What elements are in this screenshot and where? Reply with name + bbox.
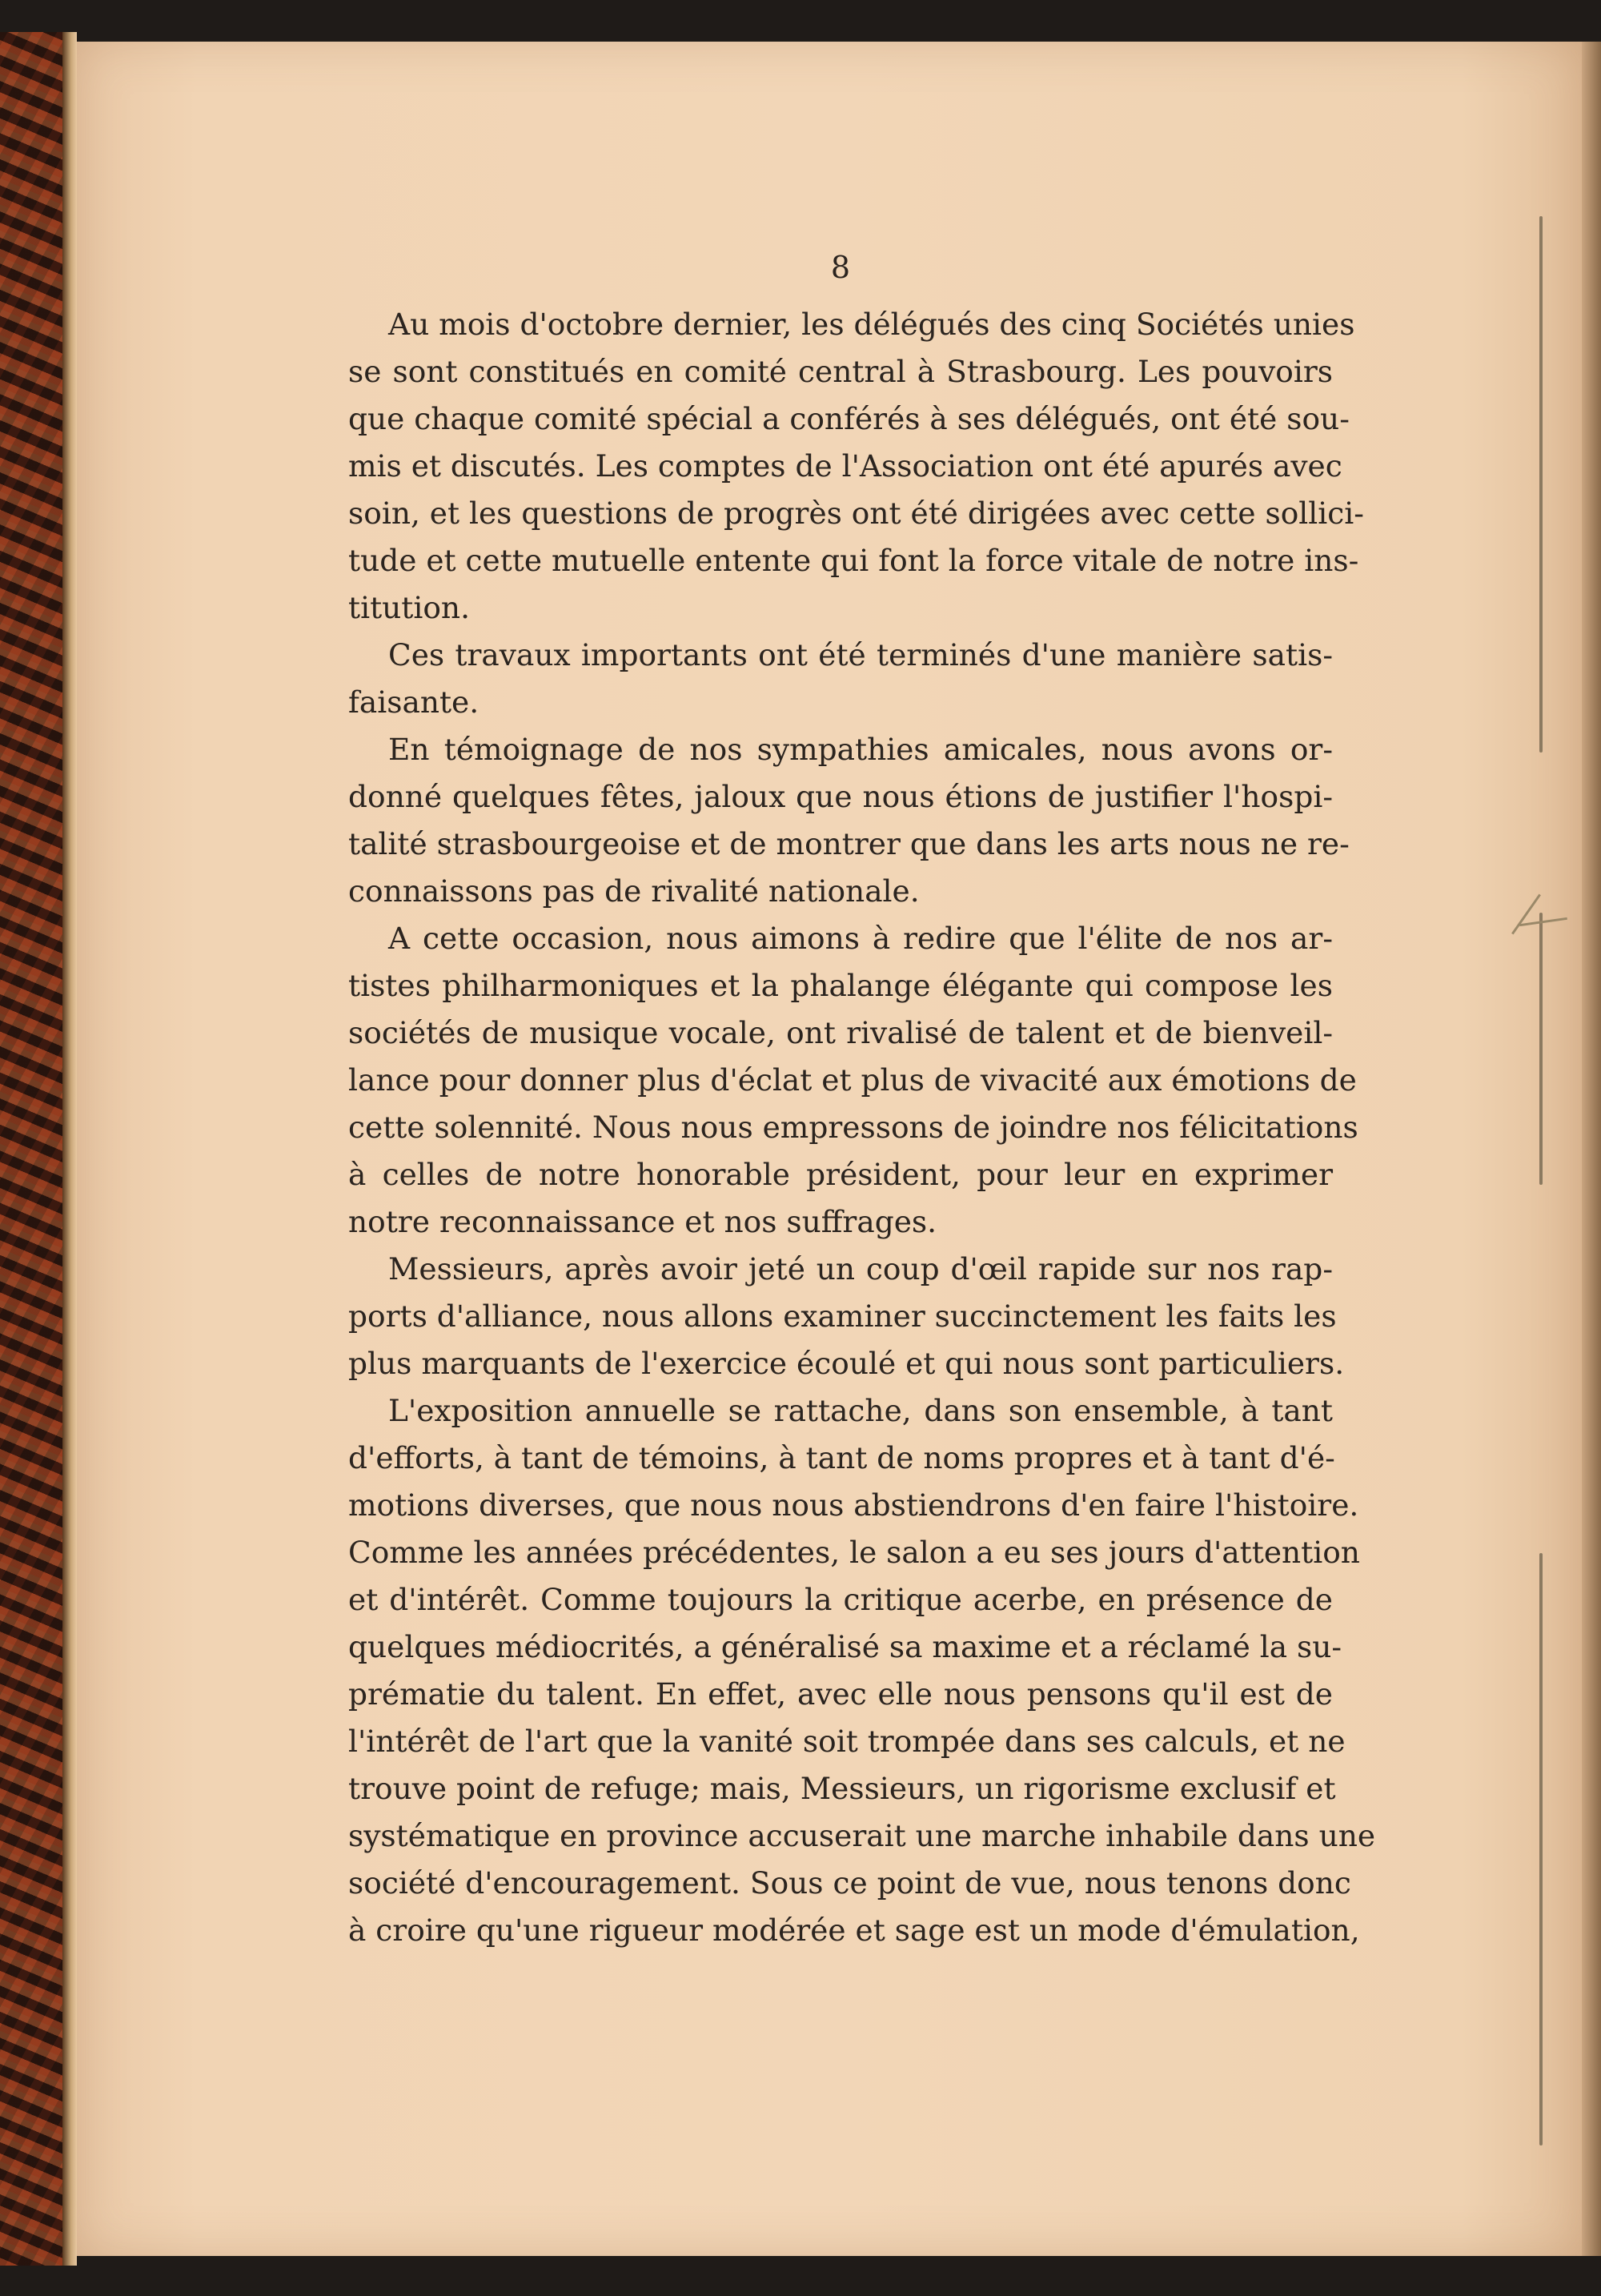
text-line: motions diverses, que nous nous abstiendrons d'en faire l'histoire. xyxy=(348,1487,1359,1523)
text-line: trouve point de refuge; mais, Messieurs, un rigorisme exclusif et xyxy=(348,1771,1336,1806)
text-line: à celles de notre honorable président, pour leur en exprimer xyxy=(348,1157,1333,1192)
text-line: talité strasbourgeoise et de montrer que dans les arts nous ne re- xyxy=(348,826,1350,861)
text-line: notre reconnaissance et nos suffrages. xyxy=(348,1204,937,1239)
text-line: Comme les années précédentes, le salon a eu ses jours d'attention xyxy=(348,1535,1360,1570)
text-line: société d'encouragement. Sous ce point de vue, nous tenons donc xyxy=(348,1865,1351,1901)
text-line: que chaque comité spécial a conférés à ses délégués, ont été sou- xyxy=(348,401,1350,436)
text-line: faisante. xyxy=(348,684,479,720)
text-line: ports d'alliance, nous allons examiner succinctement les faits les xyxy=(348,1299,1337,1334)
text-line: sociétés de musique vocale, ont rivalisé de talent et de bienveil- xyxy=(348,1015,1333,1050)
text-line: à croire qu'une rigueur modérée et sage est un mode d'émulation, xyxy=(348,1913,1360,1948)
page-right-edge xyxy=(1582,42,1601,2256)
text-line: systématique en province accuserait une marche inhabile dans une xyxy=(348,1818,1376,1853)
text-line: donné quelques fêtes, jaloux que nous étions de justifier l'hospi- xyxy=(348,779,1333,814)
text-line: lance pour donner plus d'éclat et plus de vivacité aux émotions de xyxy=(348,1062,1357,1098)
text-line: d'efforts, à tant de témoins, à tant de noms propres et à tant d'é- xyxy=(348,1440,1335,1475)
text-line: L'exposition annuelle se rattache, dans son ensemble, à tant xyxy=(388,1393,1333,1428)
binding-string xyxy=(1539,216,1543,753)
marbled-binding xyxy=(0,32,66,2266)
text-line: mis et discutés. Les comptes de l'Association ont été apurés avec xyxy=(348,448,1342,484)
text-line: plus marquants de l'exercice écoulé et qui nous sont particuliers. xyxy=(348,1346,1345,1381)
text-line: et d'intérêt. Comme toujours la critique acerbe, en présence de xyxy=(348,1582,1333,1617)
text-line: Ces travaux importants ont été terminés d'une manière satis- xyxy=(388,637,1333,672)
page-number: 8 xyxy=(830,250,851,285)
text-line: Au mois d'octobre dernier, les délégués des cinq Sociétés unies xyxy=(388,307,1355,342)
text-line: cette solennité. Nous nous empressons de joindre nos félicitations xyxy=(348,1110,1358,1145)
text-line: quelques médiocrités, a généralisé sa maxime et a réclamé la su- xyxy=(348,1629,1342,1664)
text-line: titution. xyxy=(348,590,470,625)
binding-string xyxy=(1539,913,1543,1185)
text-line: prématie du talent. En effet, avec elle nous pensons qu'il est de xyxy=(348,1676,1333,1712)
text-line: tistes philharmoniques et la phalange élégante qui compose les xyxy=(348,968,1333,1003)
text-line: Messieurs, après avoir jeté un coup d'œil rapide sur nos rap- xyxy=(388,1251,1333,1286)
text-line: soin, et les questions de progrès ont été dirigées avec cette sollici- xyxy=(348,496,1364,531)
body-text xyxy=(348,301,1376,1954)
text-line: se sont constitués en comité central à Strasbourg. Les pouvoirs xyxy=(348,354,1333,389)
binding-edge xyxy=(62,32,77,2266)
text-line: En témoignage de nos sympathies amicales, nous avons or- xyxy=(388,732,1333,767)
text-line: A cette occasion, nous aimons à redire que l'élite de nos ar- xyxy=(388,921,1333,956)
text-line: connaissons pas de rivalité nationale. xyxy=(348,873,920,909)
text-line: tude et cette mutuelle entente qui font la force vitale de notre ins- xyxy=(348,543,1359,578)
binding-string xyxy=(1539,1553,1543,2145)
text-line: l'intérêt de l'art que la vanité soit trompée dans ses calculs, et ne xyxy=(348,1724,1346,1759)
